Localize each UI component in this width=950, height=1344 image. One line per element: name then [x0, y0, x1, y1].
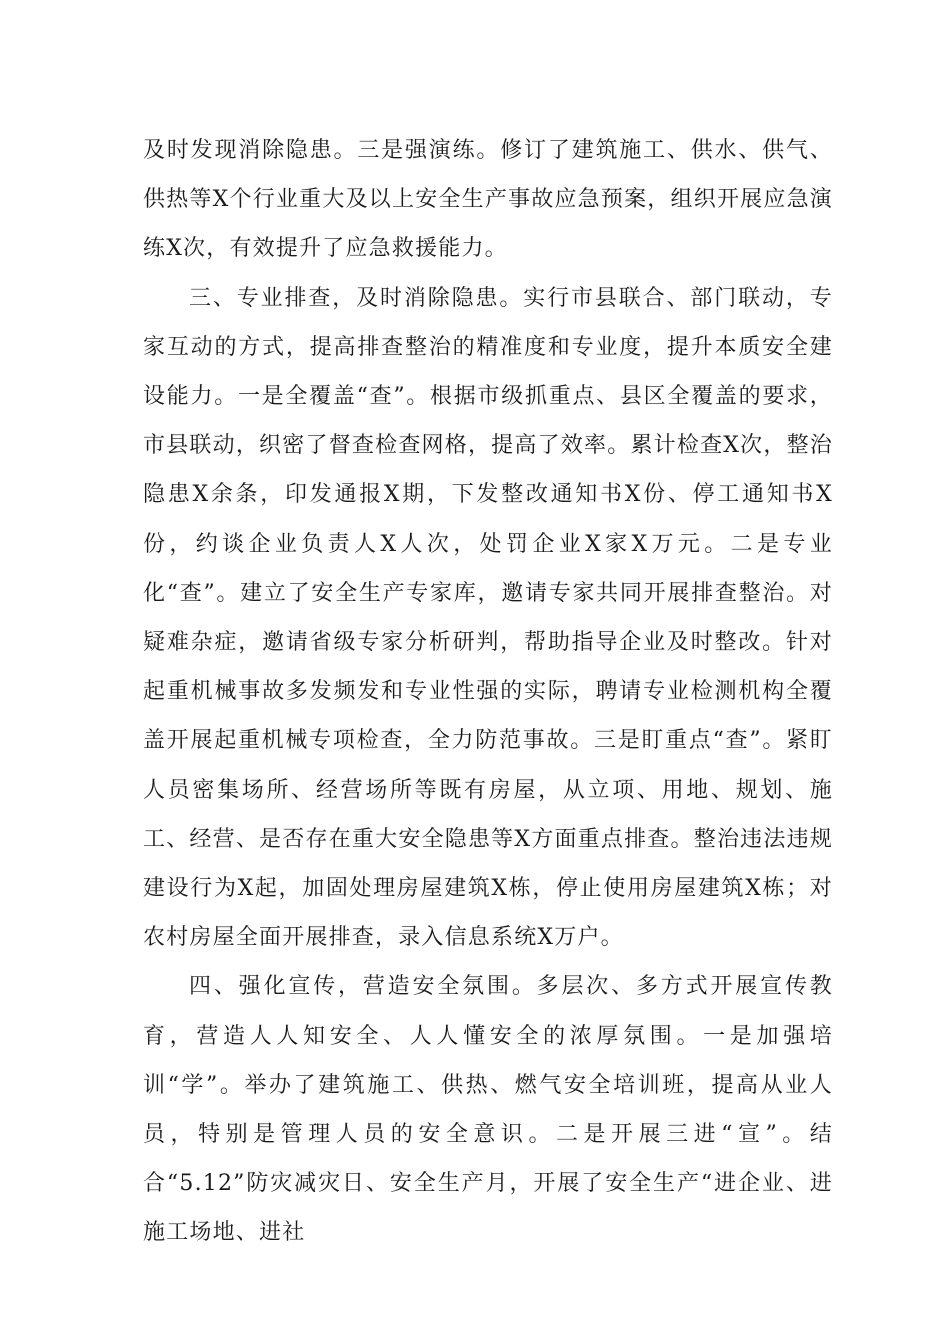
paragraph-3: 四、强化宣传，营造安全氛围。多层次、多方式开展宣传教育，营造人人知安全、人人懂安全的浓厚氛围。一是加强培训“学”。举办了建筑施工、供热、燃气安全培训班，提高从业人员，特别是管理人员的安全意识。二是开展三进“宣”。结合“5.12”防灾减灾日、安全生产月，开展了安全生产“进企业、进施工场地、进社 — [143, 974, 833, 1246]
document-body — [143, 126, 833, 1258]
paragraph-2: 三、专业排查，及时消除隐患。实行市县联合、部门联动，专家互动的方式，提高排查整治的精准度和专业度，提升本质安全建设能力。一是全覆盖“查”。根据市级抓重点、县区全覆盖的要求，市县联动，织密了督查检查网格，提高了效率。累计检查X次，整治隐患X余条，印发通报X期，下发整改通知书X份、停工通知书X份，约谈企业负责人X人次，处罚企业X家X万元。二是专业化“查”。建立了安全生产专家库，邀请专家共同开展排查整治。对疑难杂症，邀请省级专家分析研判，帮助指导企业及时整改。针对起重机械事故多发频发和专业性强的实际，聘请专业检测机构全覆盖开展起重机械专项检查，全力防范事故。三是盯重点“查”。紧盯人员密集场所、经营场所等既有房屋，从立项、用地、规划、施工、经营、是否存在重大安全隐患等X方面重点排查。整治违法违规建设行为X起，加固处理房屋建筑X栋，停止使用房屋建筑X栋；对农村房屋全面开展排查，录入信息系统X万户。 — [143, 285, 833, 951]
paragraph-1: 及时发现消除隐患。三是强演练。修订了建筑施工、供水、供气、供热等X个行业重大及以上安全生产事故应急预案，组织开展应急演练X次，有效提升了应急救援能力。 — [143, 138, 833, 262]
